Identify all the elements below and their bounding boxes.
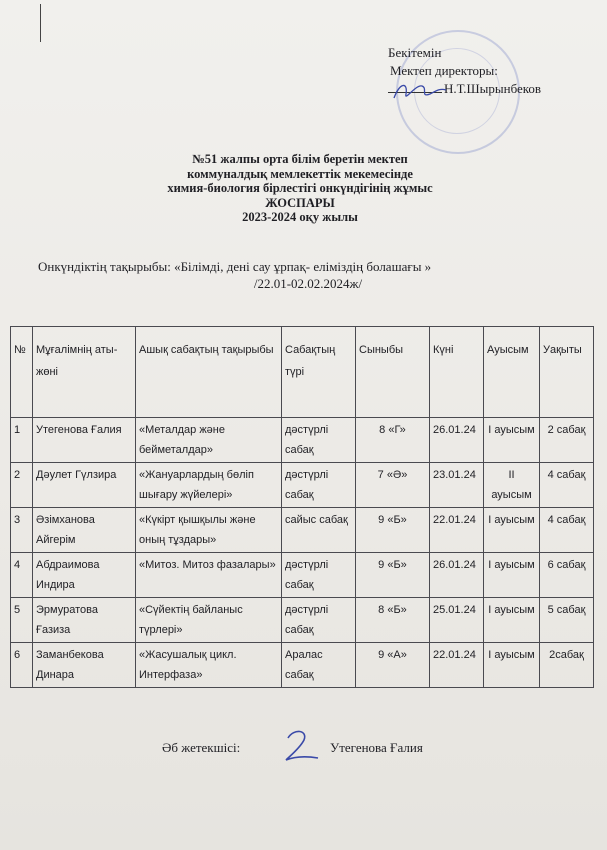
column-header: Ауысым (484, 327, 540, 418)
table-row (11, 643, 594, 688)
table-row (11, 463, 594, 508)
cell-number: 2 (11, 463, 33, 508)
column-header: Мұғалімнің аты-жөні (33, 327, 136, 418)
cell-number: 3 (11, 508, 33, 553)
cell-date: 26.01.24 (430, 553, 484, 598)
cell-time: 2сабақ (540, 643, 594, 688)
header-line-2: коммуналдық мемлекеттік мекемесінде (187, 166, 413, 181)
header-line-3: химия-биология бірлестігі онкүндігінің жұмыс (167, 181, 433, 195)
table-header-row (11, 327, 594, 418)
column-header: Сабақтың түрі (282, 327, 356, 418)
column-header: Ашық сабақтың тақырыбы (136, 327, 282, 418)
cell-teacher: Утегенова Ғалия (33, 418, 136, 463)
cell-shift: I ауысым (484, 598, 540, 643)
cell-topic: «Жасушалық цикл. Интерфаза» (136, 643, 282, 688)
footer-label: Әб жетекшісі: (162, 740, 241, 755)
cell-teacher: Әзімханова Айгерім (33, 508, 136, 553)
cell-topic: «Жануарлардың бөліп шығару жүйелері» (136, 463, 282, 508)
approval-title: Бекітемін (388, 45, 442, 60)
cell-teacher: Заманбекова Динара (33, 643, 136, 688)
cell-lesson-type: дәстүрлі сабақ (282, 598, 356, 643)
cell-lesson-type: дәстүрлі сабақ (282, 463, 356, 508)
cell-number: 6 (11, 643, 33, 688)
column-header: Күні (430, 327, 484, 418)
document-header (130, 152, 470, 225)
table-row (11, 598, 594, 643)
margin-mark (40, 4, 41, 42)
cell-date: 26.01.24 (430, 418, 484, 463)
cell-shift: I ауысым (484, 508, 540, 553)
plan-table (10, 326, 594, 688)
header-line-4: ЖОСПАРЫ (265, 195, 335, 210)
cell-time: 6 сабақ (540, 553, 594, 598)
table-row (11, 418, 594, 463)
cell-teacher: Абдраимова Индира (33, 553, 136, 598)
cell-topic: «Металдар және бейметалдар» (136, 418, 282, 463)
cell-class: 9 «Б» (356, 508, 430, 553)
footer-name: Утегенова Ғалия (330, 740, 423, 755)
column-header: Уақыты (540, 327, 594, 418)
cell-lesson-type: дәстүрлі сабақ (282, 418, 356, 463)
column-header: № (11, 327, 33, 418)
column-header: Сыныбы (356, 327, 430, 418)
director-signature (390, 76, 450, 104)
cell-shift: I ауысым (484, 643, 540, 688)
director-name: Н.Т.Шырынбеков (444, 81, 542, 96)
cell-shift: I ауысым (484, 418, 540, 463)
header-line-1: №51 жалпы орта білім беретін мектеп (192, 152, 408, 166)
approval-position: Мектеп директоры: (390, 63, 498, 78)
cell-shift: II ауысым (484, 463, 540, 508)
cell-lesson-type: дәстүрлі сабақ (282, 553, 356, 598)
topic-block (38, 258, 578, 292)
leader-signature (278, 726, 326, 766)
cell-time: 4 сабақ (540, 463, 594, 508)
cell-topic: «Митоз. Митоз фазалары» (136, 553, 282, 598)
cell-date: 22.01.24 (430, 508, 484, 553)
cell-number: 1 (11, 418, 33, 463)
cell-time: 4 сабақ (540, 508, 594, 553)
table-row (11, 553, 594, 598)
cell-date: 25.01.24 (430, 598, 484, 643)
cell-class: 9 «Б» (356, 553, 430, 598)
cell-topic: «Сүйектің байланыс түрлері» (136, 598, 282, 643)
topic-dates: /22.01-02.02.2024ж/ (253, 276, 363, 291)
cell-teacher: Эрмуратова Ғазиза (33, 598, 136, 643)
cell-topic: «Күкірт қышқылы және оның тұздары» (136, 508, 282, 553)
cell-class: 9 «А» (356, 643, 430, 688)
cell-lesson-type: сайыс сабақ (282, 508, 356, 553)
cell-shift: I ауысым (484, 553, 540, 598)
table-row (11, 508, 594, 553)
cell-class: 8 «Г» (356, 418, 430, 463)
cell-class: 8 «Б» (356, 598, 430, 643)
cell-class: 7 «Ә» (356, 463, 430, 508)
header-line-5: 2023-2024 оқу жылы (242, 210, 358, 224)
cell-date: 22.01.24 (430, 643, 484, 688)
cell-time: 2 сабақ (540, 418, 594, 463)
cell-teacher: Дәулет Гүлзира (33, 463, 136, 508)
cell-date: 23.01.24 (430, 463, 484, 508)
cell-number: 5 (11, 598, 33, 643)
cell-number: 4 (11, 553, 33, 598)
cell-time: 5 сабақ (540, 598, 594, 643)
topic-title: Онкүндіктің тақырыбы: «Білімді, дені сау ұрпақ- еліміздің болашағы » (38, 259, 432, 274)
footer-signature-block (162, 740, 423, 756)
cell-lesson-type: Аралас сабақ (282, 643, 356, 688)
